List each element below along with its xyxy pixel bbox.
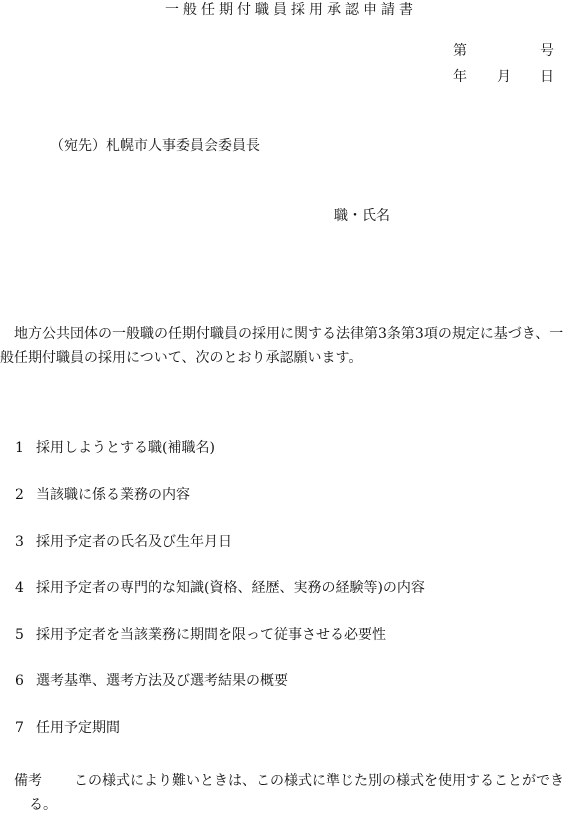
list-item (15, 441, 215, 455)
item-number: 5 (15, 627, 24, 643)
remarks-text-line-2: る。 (29, 797, 57, 813)
item-number: 4 (15, 580, 24, 596)
item-text: 採用予定者の専門的な知識(資格、経歴、実務の経験等)の内容 (36, 580, 425, 596)
item-number: 7 (15, 720, 24, 736)
item-text: 当該職に係る業務の内容 (36, 487, 190, 503)
list-item (15, 674, 288, 688)
list-item (15, 721, 120, 735)
body-line-2: 般任期付職員の採用について、次のとおり承認願います。 (0, 350, 363, 366)
date-year-label: 年 (453, 69, 467, 85)
item-text: 選考基準、選考方法及び選考結果の概要 (36, 673, 288, 689)
list-item (15, 581, 425, 595)
item-number: 2 (15, 487, 24, 503)
body-paragraph (0, 322, 582, 370)
remarks-label: 備考 (14, 773, 42, 789)
document-title: 一般任期付職員採用承認申請書 (165, 2, 417, 18)
item-text: 採用しようとする職(補職名) (36, 440, 215, 456)
document-number-suffix: 号 (540, 43, 554, 59)
list-item (15, 488, 190, 502)
date-month-label: 月 (497, 69, 511, 85)
body-line-1: 地方公共団体の一般職の任期付職員の採用に関する法律第3条第3項の規定に基づき、一 (14, 326, 564, 342)
remarks-text-line-1: この様式により難いときは、この様式に準じた別の様式を使用することができ (74, 773, 564, 789)
remarks-note (0, 769, 582, 817)
item-text: 採用予定者の氏名及び生年月日 (36, 534, 232, 550)
list-item (15, 535, 232, 549)
addressee: （宛先）札幌市人事委員会委員長 (50, 138, 260, 154)
item-text: 任用予定期間 (36, 720, 120, 736)
item-number: 3 (15, 534, 24, 550)
item-text: 採用予定者を当該業務に期間を限って従事させる必要性 (36, 627, 386, 643)
item-number: 6 (15, 673, 24, 689)
sender-name-label: 職・氏名 (334, 208, 390, 224)
document-number-label: 第 (453, 43, 467, 59)
date-day-label: 日 (540, 69, 554, 85)
item-number: 1 (15, 440, 24, 456)
list-item (15, 628, 386, 642)
